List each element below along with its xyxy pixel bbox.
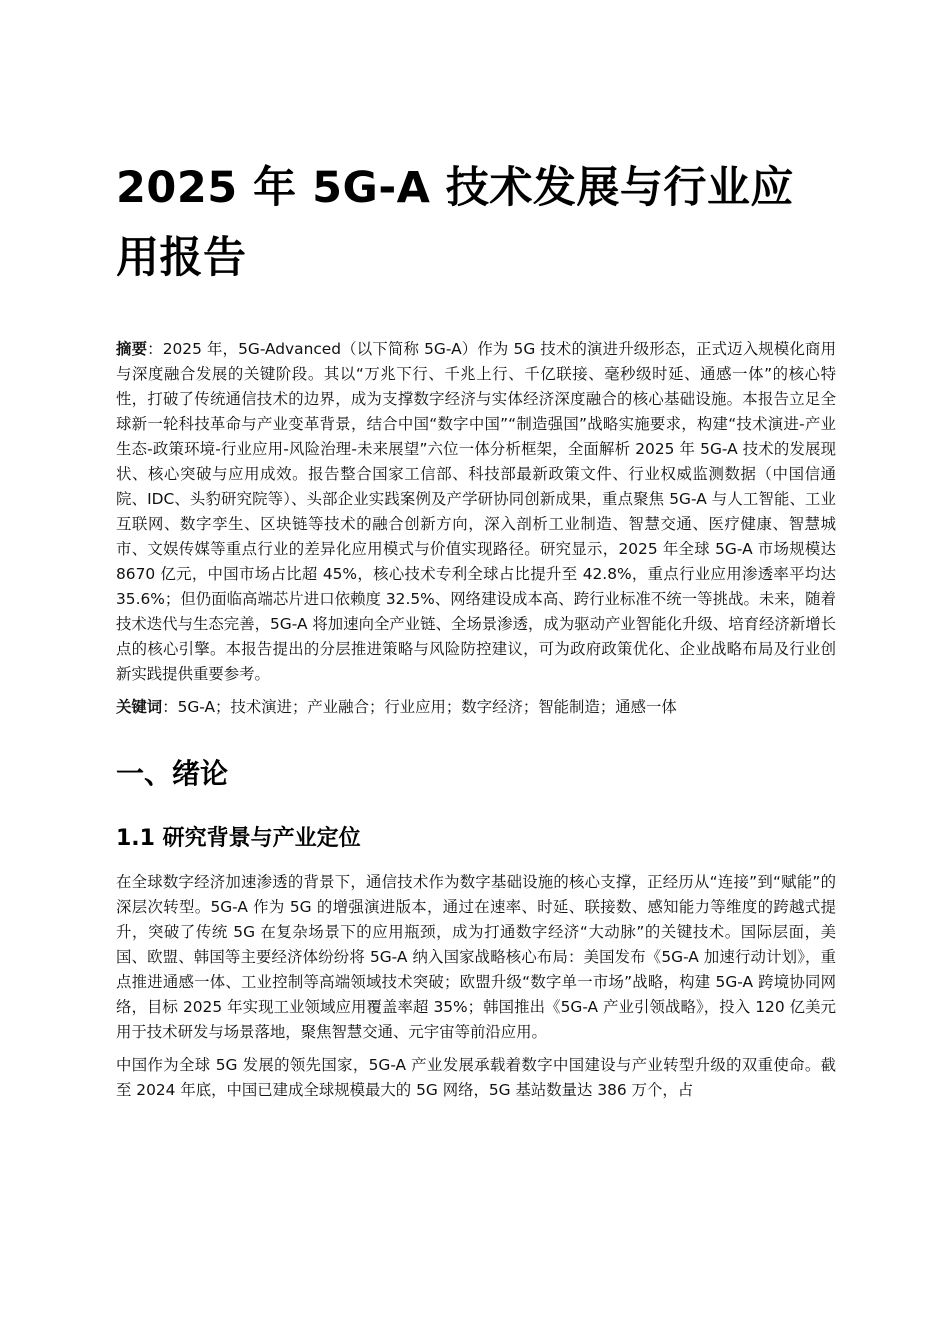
report-title: 2025 年 5G-A 技术发展与行业应用报告 — [116, 163, 794, 283]
keywords-separator: ： — [162, 698, 178, 716]
abstract-separator: ： — [147, 340, 163, 358]
subsection-heading-background: 1.1 研究背景与产业定位 — [116, 826, 361, 851]
abstract-text: 2025 年，5G-Advanced（以下简称 5G-A）作为 5G 技术的演进升级形态，正式迈入规模化商用与深度融合发展的关键阶段。其以“万兆下行、千兆上行、千亿联接、毫秒级时延、通感一体”的核心特性，打破了传统通信技术的边界，成为支撑数字经济与实体经济深度融合的核心基础设施。本报告立足全球新一轮科技革命与产业变革背景，结合中国“数字中国”“制造强国”战略实施要求，构建“技术演进-产业生态-政策环境-行业应用-风险治理-未来展望”六位一体分析框架，全面解析 2025 年 5G-A 技术的发展现状、核心突破与应用成效。报告整合国家工信部、科技部最新政策文件、行业权威监测数据（中国信通院、IDC、头豹研究院等）、头部企业实践案例及产学研协同创新成果，重点聚焦 5G-A 与人工智能、工业互联网、数字孪生、区块链等技术的融合创新方向，深入剖析工业制造、智慧交通、医疗健康、智慧城市、文娱传媒等重点行业的差异化应用模式与价值实现路径。研究显示，2025 年全球 5G-A 市场规模达 8670 亿元，中国市场占比超 45%，核心技术专利全球占比提升至 42.8%，重点行业应用渗透率平均达 35.6%；但仍面临高端芯片进口依赖度 32.5%、网络建设成本高、跨行业标准不统一等挑战。未来，随着技术迭代与生态完善，5G-A 将加速向全产业链、全场景渗透，成为驱动产业智能化升级、培育经济新增长点的核心引擎。本报告提出的分层推进策略与风险防控建议，可为政府政策优化、企业战略布局及行业创新实践提供重要参考。 — [116, 340, 836, 683]
keywords-line — [116, 695, 836, 720]
section-heading-introduction: 一、绪论 — [116, 757, 229, 790]
keywords-text: 5G-A；技术演进；产业融合；行业应用；数字经济；智能制造；通感一体 — [177, 698, 677, 716]
body-paragraph: 在全球数字经济加速渗透的背景下，通信技术作为数字基础设施的核心支撑，正经历从“连接”到“赋能”的深层次转型。5G-A 作为 5G 的增强演进版本，通过在速率、时延、联接数、感知能力等维度的跨越式提升，突破了传统 5G 在复杂场景下的应用瓶颈，成为打通数字经济“大动脉”的关键技术。国际层面，美国、欧盟、韩国等主要经济体纷纷将 5G-A 纳入国家战略核心布局：美国发布《5G-A 加速行动计划》，重点推进通感一体、工业控制等高端领域技术突破；欧盟升级“数字单一市场”战略，构建 5G-A 跨境协同网络，目标 2025 年实现工业领域应用覆盖率超 35%；韩国推出《5G-A 产业引领战略》，投入 120 亿美元用于技术研发与场景落地，聚焦智慧交通、元宇宙等前沿应用。 — [116, 873, 836, 1041]
abstract-paragraph — [116, 337, 836, 687]
keywords-label: 关键词 — [116, 698, 163, 716]
document-page — [116, 0, 836, 1103]
abstract-label: 摘要 — [116, 340, 148, 358]
body-paragraph: 中国作为全球 5G 发展的领先国家，5G-A 产业发展承载着数字中国建设与产业转型升级的双重使命。截至 2024 年底，中国已建成全球规模最大的 5G 网络，5G 基站数量达 386 万个，占 — [116, 1056, 836, 1099]
